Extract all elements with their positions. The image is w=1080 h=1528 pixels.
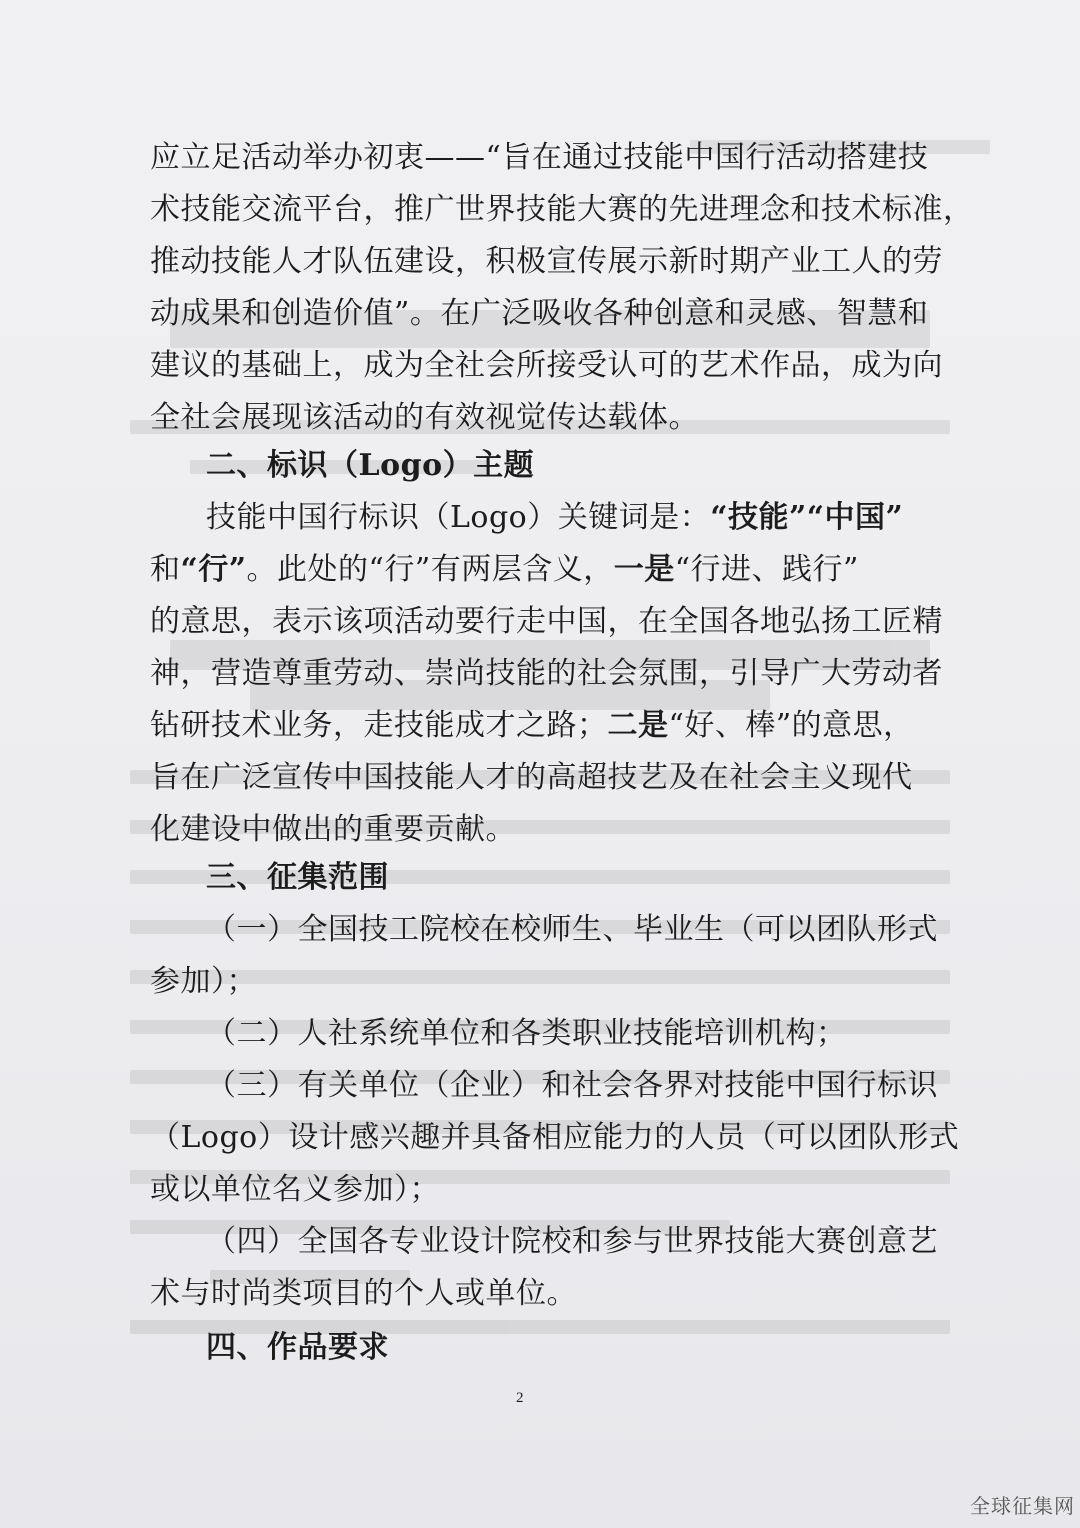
text-span: “行进、践行” [674,552,859,587]
page-number: 2 [516,1390,524,1406]
text-line: 应立足活动举办初衷——“旨在通过技能中国行活动搭建技 [150,140,929,175]
text-line: 化建设中做出的重要贡献。 [150,812,516,847]
bold-keywords: “技能”“中国” [710,500,904,535]
section-heading: 二、标识（Logo）主题 [206,448,535,483]
bold-term: 二是 [607,708,669,743]
text-line: 旨在广泛宣传中国技能人才的高超技艺及在社会主义现代 [150,760,913,795]
section-heading: 四、作品要求 [206,1330,389,1365]
text-line: （一）全国技工院校在校师生、毕业生（可以团队形式 [206,912,938,947]
text-span: 。此处的“行”有两层含义， [246,552,614,587]
text-line: 的意思，表示该项活动要行走中国，在全国各地弘扬工匠精 [150,604,943,639]
text-line: 神，营造尊重劳动、崇尚技能的社会氛围，引导广大劳动者 [150,656,943,691]
text-line: 推动技能人才队伍建设，积极宣传展示新时期产业工人的劳 [150,244,943,279]
text-line: （三）有关单位（企业）和社会各界对技能中国行标识 [206,1068,938,1103]
text-line: 建议的基础上，成为全社会所接受认可的艺术作品，成为向 [150,348,943,383]
text-line: （四）全国各专业设计院校和参与世界技能大赛创意艺 [206,1224,938,1259]
bold-keyword: “行” [180,552,247,587]
text-line: 全社会展现该活动的有效视觉传达载体。 [150,400,699,435]
bold-term: 一是 [613,552,675,587]
text-line: 或以单位名义参加）； [150,1172,440,1207]
text-line: 术与时尚类项目的个人或单位。 [150,1276,577,1311]
text-line: （二）人社系统单位和各类职业技能培训机构； [206,1016,847,1051]
text-line: （Logo）设计感兴趣并具备相应能力的人员（可以团队形式 [150,1120,960,1155]
text-span: 钻研技术业务，走技能成才之路； [150,708,608,743]
text-line [150,544,859,596]
text-line [150,700,914,752]
text-span: 和 [150,552,181,587]
text-line: 参加）； [150,964,257,999]
text-span: 技能中国行标识（Logo）关键词是： [206,500,711,535]
text-line [206,492,903,544]
watermark-text: 全球征集网 [970,1494,1075,1518]
text-line: 术技能交流平台，推广世界技能大赛的先进理念和技术标准， [150,192,974,227]
text-line: 动成果和创造价值”。在广泛吸收各种创意和灵感、智慧和 [150,296,929,331]
section-heading: 三、征集范围 [206,860,389,895]
text-span: “好、棒”的意思， [668,708,914,743]
